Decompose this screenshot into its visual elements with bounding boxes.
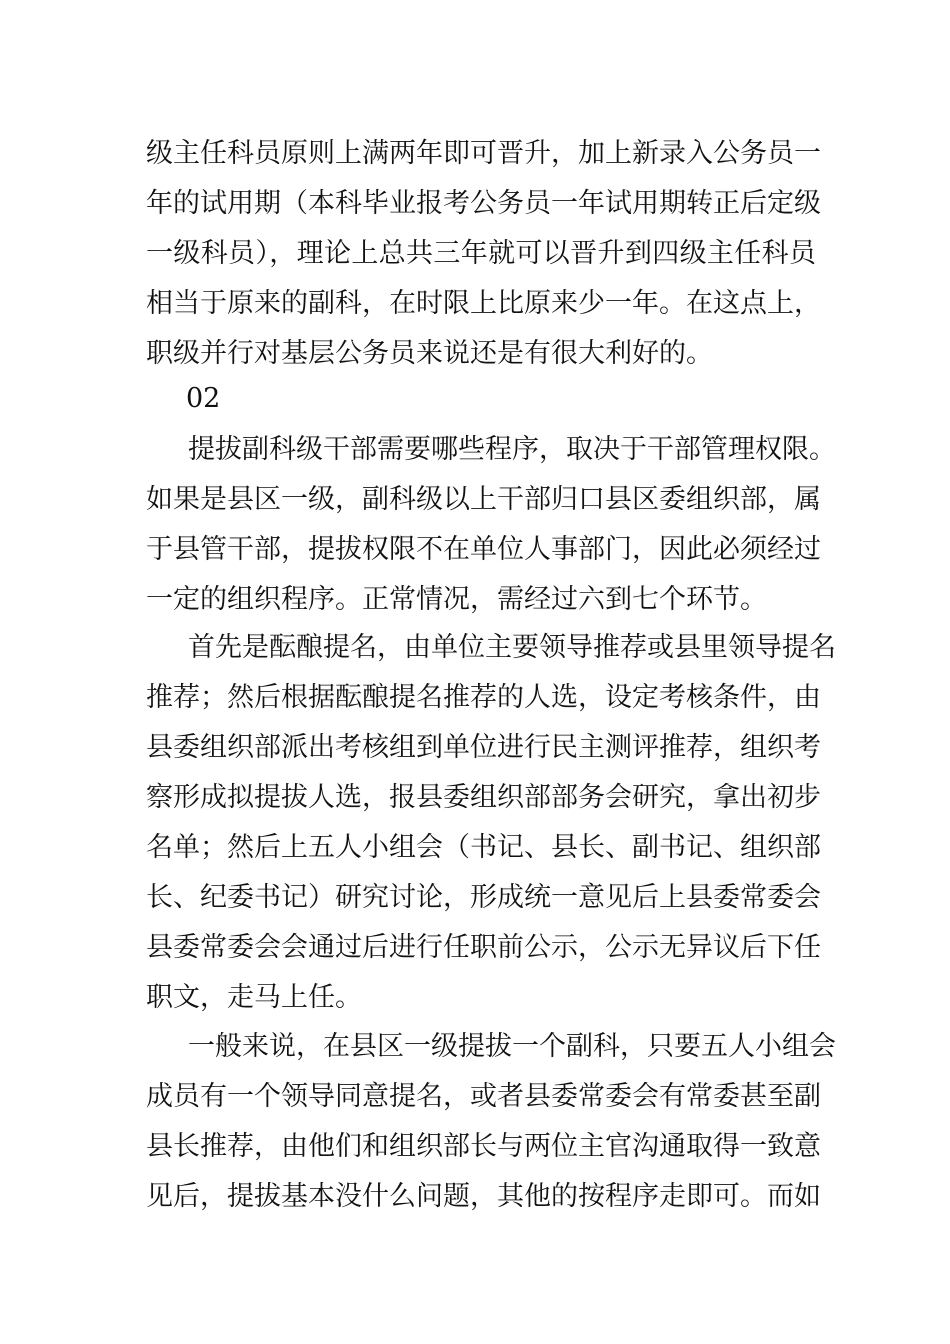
text-line: 职文，走马上任。 xyxy=(146,982,362,1013)
text-line: 提拔副科级干部需要哪些程序，取决于干部管理权限。 xyxy=(188,434,836,465)
text-line: 见后，提拔基本没什么问题，其他的按程序走即可。而如 xyxy=(146,1181,821,1212)
text-line: 名单；然后上五人小组会（书记、县长、副书记、组织部 xyxy=(146,832,821,863)
section-number: 02 xyxy=(186,383,221,414)
text-line: 相当于原来的副科，在时限上比原来少一年。在这点上， xyxy=(146,288,821,319)
text-line: 职级并行对基层公务员来说还是有很大利好的。 xyxy=(146,338,713,369)
text-line: 察形成拟提拔人选，报县委组织部部务会研究，拿出初步 xyxy=(146,782,821,813)
text-line: 年的试用期（本科毕业报考公务员一年试用期转正后定级 xyxy=(146,188,821,219)
text-line: 首先是酝酿提名，由单位主要领导推荐或县里领导提名 xyxy=(188,632,836,663)
text-line: 一定的组织程序。正常情况，需经过六到七个环节。 xyxy=(146,584,767,615)
text-line: 县长推荐，由他们和组织部长与两位主官沟通取得一致意 xyxy=(146,1131,821,1162)
text-line: 一级科员），理论上总共三年就可以晋升到四级主任科员 xyxy=(146,238,816,269)
text-line: 一般来说，在县区一级提拔一个副科，只要五人小组会 xyxy=(188,1031,836,1062)
text-line: 于县管干部，提拔权限不在单位人事部门，因此必须经过 xyxy=(146,534,821,565)
text-line: 级主任科员原则上满两年即可晋升，加上新录入公务员一 xyxy=(146,138,821,169)
text-line: 县委常委会会通过后进行任职前公示，公示无异议后下任 xyxy=(146,932,821,963)
text-line: 如果是县区一级，副科级以上干部归口县区委组织部，属 xyxy=(146,484,821,515)
text-line: 县委组织部派出考核组到单位进行民主测评推荐，组织考 xyxy=(146,732,821,763)
text-line: 长、纪委书记）研究讨论，形成统一意见后上县委常委会 xyxy=(146,882,821,913)
text-line: 推荐；然后根据酝酿提名推荐的人选，设定考核条件，由 xyxy=(146,682,821,713)
text-line: 成员有一个领导同意提名，或者县委常委会有常委甚至副 xyxy=(146,1081,821,1112)
